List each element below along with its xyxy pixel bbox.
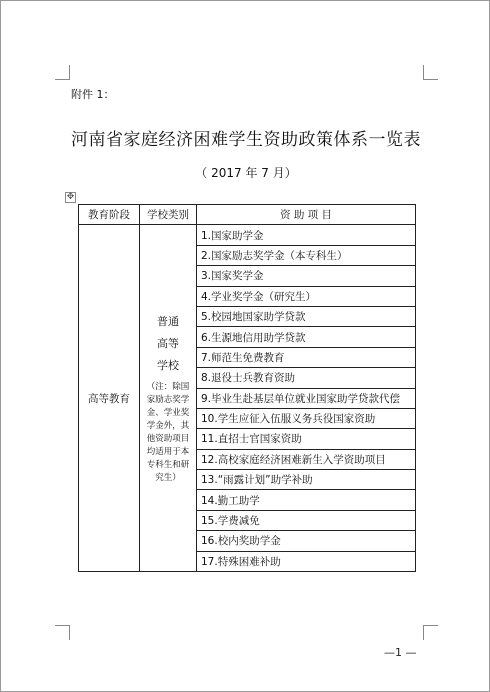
document-title: 河南省家庭经济困难学生资助政策体系一览表: [71, 130, 421, 150]
header-aid-items: 资 助 项 目: [197, 205, 416, 225]
school-type-note: （注：除国家励志奖学金、学业奖学金外，其他资助项目均适用于本专科生和研究生）: [146, 382, 190, 484]
aid-item-cell: 6.生源地信用助学贷款: [197, 327, 416, 347]
document-date: （ 2017 年 7 月）: [195, 166, 297, 180]
table-header-row: [79, 205, 416, 225]
aid-item-cell: 14.勤工助学: [197, 490, 416, 510]
aid-item-cell: 12.高校家庭经济困难新生入学资助项目: [197, 449, 416, 469]
aid-item-cell: 2.国家励志奖学金（本专科生）: [197, 245, 416, 265]
crop-mark-bottom-right: [423, 625, 438, 640]
policy-table-body: [79, 205, 416, 572]
aid-item-cell: 16.校内奖助学金: [197, 531, 416, 551]
move-arrows-icon[interactable]: ✥: [66, 192, 75, 202]
aid-item-cell: 15.学费减免: [197, 510, 416, 530]
attachment-label: 附件 1：: [71, 88, 115, 101]
school-type-line: 学校: [157, 359, 179, 373]
school-type-line: 普通: [157, 315, 179, 329]
aid-item-cell: 10.学生应征入伍服义务兵役国家资助: [197, 408, 416, 428]
school-type-cell: [140, 225, 197, 572]
aid-item-cell: 8.退役士兵教育资助: [197, 368, 416, 388]
aid-item-cell: 7.师范生免费教育: [197, 347, 416, 367]
header-school-type: 学校类别: [140, 205, 197, 225]
education-stage-cell: 高等教育: [79, 225, 140, 572]
aid-item-cell: 17.特殊困难补助: [197, 551, 416, 571]
policy-table: [78, 204, 416, 572]
aid-item-cell: 9.毕业生赴基层单位就业国家助学贷款代偿: [197, 388, 416, 408]
school-type-line: 高等: [157, 337, 179, 351]
crop-mark-top-right: [423, 65, 438, 80]
crop-mark-bottom-left: [55, 625, 70, 640]
aid-item-cell: 4.学业奖学金（研究生）: [197, 286, 416, 306]
page-number: —1 —: [384, 646, 417, 659]
table-row: [79, 225, 416, 245]
aid-item-cell: 5.校园地国家助学贷款: [197, 306, 416, 326]
aid-item-cell: 1.国家助学金: [197, 225, 416, 245]
aid-item-cell: 13.“雨露计划”助学补助: [197, 470, 416, 490]
aid-item-cell: 3.国家奖学金: [197, 266, 416, 286]
aid-item-cell: 11.直招士官国家资助: [197, 429, 416, 449]
header-education-stage: 教育阶段: [79, 205, 140, 225]
crop-mark-top-left: [55, 65, 70, 80]
